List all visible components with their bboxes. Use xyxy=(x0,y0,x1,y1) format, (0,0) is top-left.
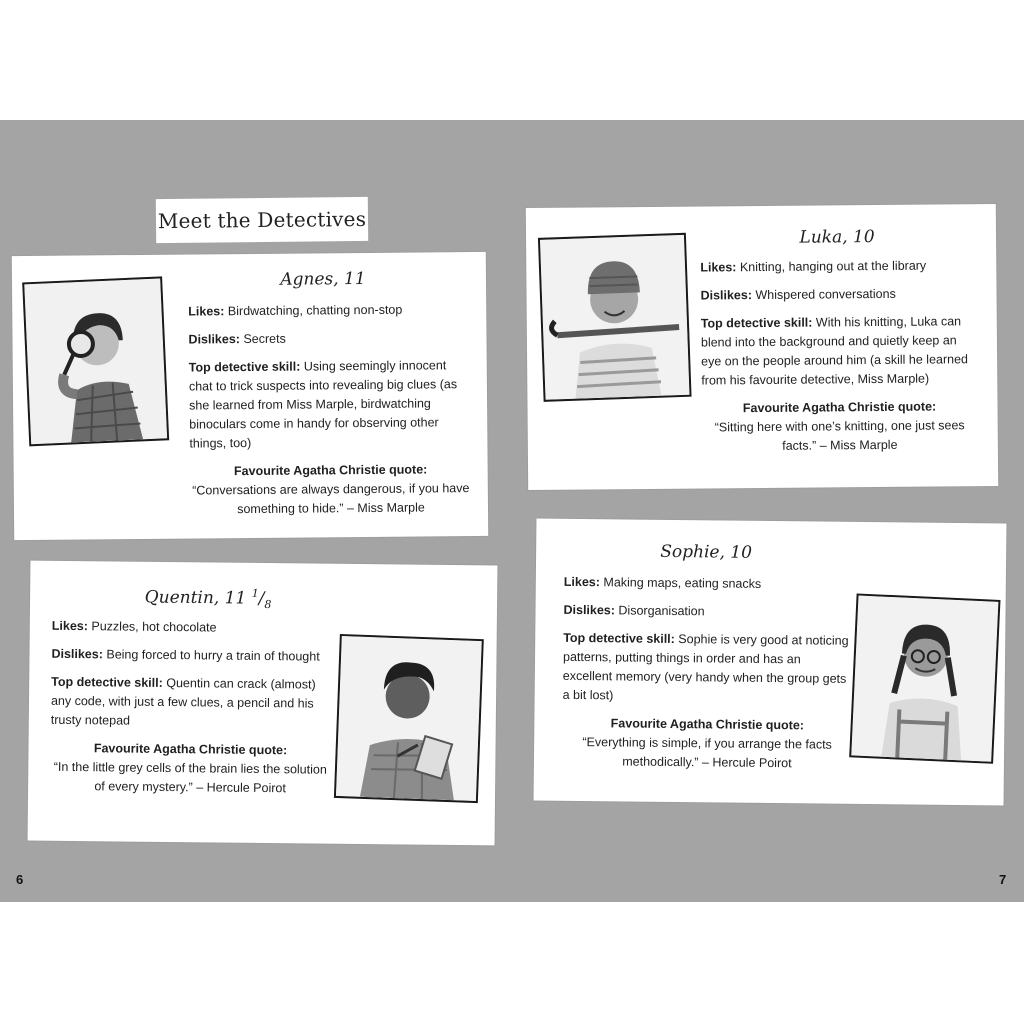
skill-label: Top detective skill: xyxy=(700,315,813,331)
luka-name: Luka, 10 xyxy=(799,227,875,248)
quentin-age-numerator: 1 xyxy=(251,586,259,600)
likes-label: Likes: xyxy=(51,618,89,634)
sophie-quote-value: “Everything is simple, if you arrange the facts methodically.” – Hercule Poirot xyxy=(582,735,832,771)
quote-label: Favourite Agatha Christie quote: xyxy=(233,462,428,479)
luka-skill xyxy=(701,312,978,390)
luka-likes xyxy=(700,256,976,277)
luka-illustration xyxy=(540,235,689,400)
agnes-illustration xyxy=(24,278,167,444)
skill-label: Top detective skill: xyxy=(188,359,301,375)
agnes-card xyxy=(12,252,488,540)
quentin-likes xyxy=(52,617,332,639)
dislikes-label: Dislikes: xyxy=(51,646,103,662)
quentin-name: Quentin, 11 $^1/_8$ xyxy=(144,586,272,612)
sophie-likes xyxy=(564,573,854,595)
luka-dislikes xyxy=(700,284,976,305)
agnes-portrait xyxy=(22,276,169,446)
dislikes-label: Dislikes: xyxy=(700,288,753,303)
quentin-age-denominator: 8 xyxy=(264,598,272,612)
quentin-quote xyxy=(50,739,331,799)
agnes-skill xyxy=(189,356,472,453)
luka-quote xyxy=(701,397,977,456)
agnes-quote xyxy=(190,460,472,519)
quote-label: Favourite Agatha Christie quote: xyxy=(93,741,288,758)
likes-label: Likes: xyxy=(700,260,737,275)
dislikes-label: Dislikes: xyxy=(563,602,616,618)
luka-likes-value: Knitting, hanging out at the library xyxy=(739,258,927,275)
sophie-card xyxy=(534,519,1007,806)
sophie-dislikes xyxy=(563,601,853,623)
quentin-illustration xyxy=(336,636,482,801)
quentin-skill-value: Quentin can crack (almost) any code, with just a few clues, a pencil and his trusty notepad xyxy=(50,675,316,728)
sophie-illustration xyxy=(851,596,998,762)
luka-details xyxy=(700,256,978,465)
page-number-right: 7 xyxy=(999,872,1007,887)
quentin-name-main: Quentin, 11 xyxy=(144,587,252,609)
likes-label: Likes: xyxy=(188,304,225,319)
quentin-portrait xyxy=(334,634,484,803)
likes-label: Likes: xyxy=(563,574,601,590)
luka-quote-value: “Sitting here with one’s knitting, one just sees facts.” – Miss Marple xyxy=(714,418,965,453)
quentin-dislikes xyxy=(51,645,331,667)
luka-card xyxy=(526,204,998,490)
quentin-likes-value: Puzzles, hot chocolate xyxy=(91,619,217,635)
agnes-quote-value: “Conversations are always dangerous, if you have something to hide.” – Miss Marple xyxy=(192,481,470,517)
page-title: Meet the Detectives xyxy=(157,206,367,234)
sophie-details xyxy=(562,573,854,783)
sophie-name: Sophie, 10 xyxy=(660,541,753,563)
agnes-name: Agnes, 11 xyxy=(280,268,366,290)
skill-label: Top detective skill: xyxy=(563,630,675,647)
luka-dislikes-value: Whispered conversations xyxy=(755,286,896,303)
skill-label: Top detective skill: xyxy=(51,674,163,690)
quote-label: Favourite Agatha Christie quote: xyxy=(610,716,805,733)
quentin-dislikes-value: Being forced to hurry a train of thought xyxy=(106,647,320,664)
luka-portrait xyxy=(538,233,692,402)
sophie-dislikes-value: Disorganisation xyxy=(618,603,705,619)
sophie-skill-value: Sophie is very good at noticing patterns, putting things in order and has an excellent memory (very handy when the group gets a bit lost) xyxy=(562,632,849,703)
sophie-likes-value: Making maps, eating snacks xyxy=(603,575,762,591)
quentin-quote-value: “In the little grey cells of the brain lies the solution of every mystery.” – Hercule Poirot xyxy=(53,759,327,796)
dislikes-label: Dislikes: xyxy=(188,332,240,347)
title-banner xyxy=(156,197,368,243)
sophie-portrait xyxy=(849,593,1000,763)
agnes-likes-value: Birdwatching, chatting non-stop xyxy=(227,302,403,319)
sophie-quote xyxy=(562,714,853,774)
agnes-skill-value: Using seemingly innocent chat to trick suspects into revealing big clues (as she learned from Miss Marple, birdwatching binoculars come in handy for observing other things, too) xyxy=(188,358,458,451)
sophie-skill xyxy=(563,629,854,708)
quentin-details xyxy=(50,617,332,808)
quote-label: Favourite Agatha Christie quote: xyxy=(742,399,937,416)
quentin-card xyxy=(28,561,498,846)
page-number-left: 6 xyxy=(16,872,24,887)
agnes-dislikes xyxy=(188,328,470,349)
agnes-details xyxy=(188,300,472,528)
agnes-dislikes-value: Secrets xyxy=(243,331,286,347)
luka-skill-value: With his knitting, Luka can blend into the background and quietly keep an eye on the people around him (a skill he learned from his favourite detective, Miss Marple) xyxy=(700,314,969,388)
quentin-skill xyxy=(51,673,332,733)
agnes-likes xyxy=(188,300,470,321)
